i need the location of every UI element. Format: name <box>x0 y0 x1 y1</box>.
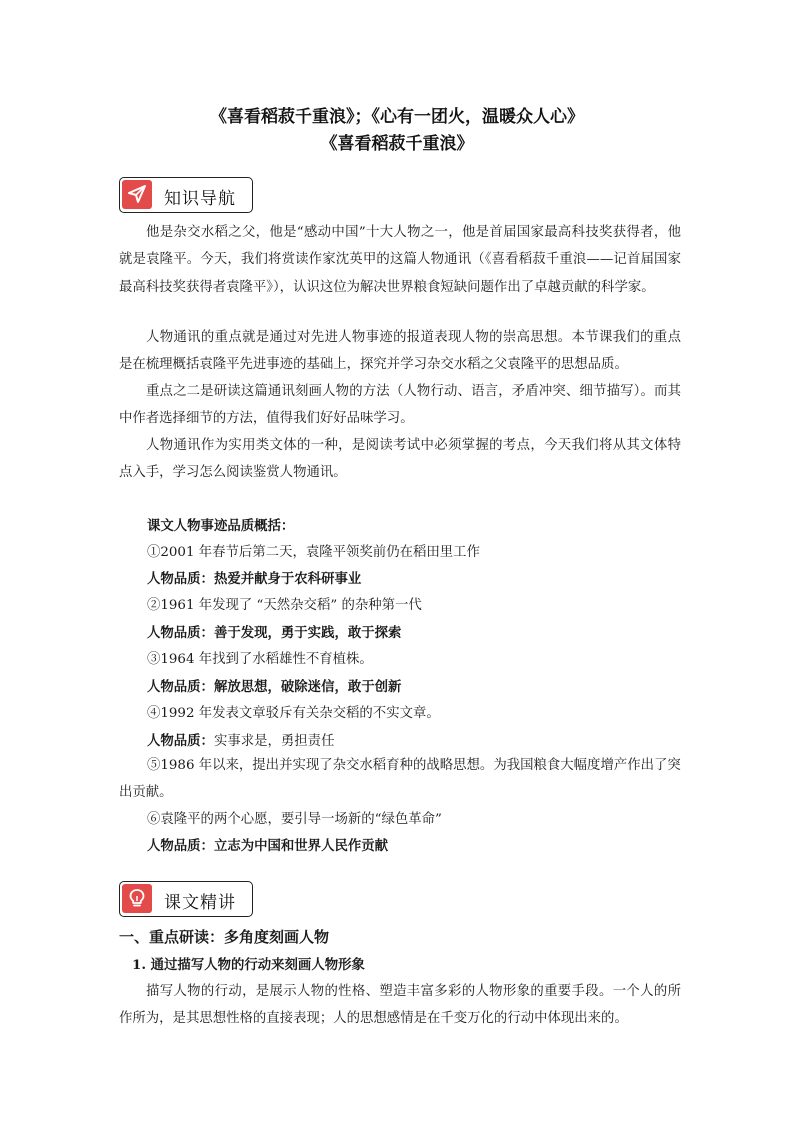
event-item: ⑥袁隆平的两个心愿，要引导一场新的“绿色革命” <box>147 812 442 827</box>
badge-icon-box <box>122 180 152 209</box>
quality-label: 人物品质： <box>147 679 214 695</box>
quality-text: 立志为中国和世界人民作贡献 <box>213 838 389 854</box>
quality-item <box>147 569 687 589</box>
quality-item <box>147 731 687 752</box>
event-item: ③1964 年找到了水稻雄性不育植株。 <box>147 652 373 667</box>
title-line-1: 《喜看稻菽千重浪》；《心有一团火，温暖众人心》 <box>210 107 584 127</box>
quality-item <box>147 677 687 697</box>
intro-paragraph-1: 他是杂交水稻之父，他是“感动中国”十大人物之一，他是首届国家最高科技奖获得者，他就是袁隆平。今天，我们将赏读作家沈英甲的这篇人物通讯（《喜看稻菽千重浪——记首届国家最高科技奖获得者袁隆平》），认识这位为解决世界粮食短缺问题作出了卓越贡献的科学家。 <box>119 225 681 295</box>
section-heading: 一、重点研读：多角度刻画人物 <box>119 928 330 946</box>
quality-label: 人物品质： <box>147 571 214 587</box>
summary-heading: 课文人物事迹品质概括： <box>147 518 295 534</box>
quality-item <box>147 623 687 643</box>
quality-label: 人物品质： <box>147 625 214 641</box>
body-paragraph: 描写人物的行动，是展示人物的性格、塑造丰富多彩的人物形象的重要手段。一个人的所作所为，是其思想性格的直接表现；人的思想感情是在千变万化的行动中体现出来的。 <box>119 984 681 1027</box>
paper-plane-icon <box>126 183 148 205</box>
section-badge-knowledge-nav <box>119 177 253 213</box>
badge-label: 知识导航 <box>164 189 236 209</box>
event-item: ④1992 年发表文章驳斥有关杂交稻的不实文章。 <box>147 706 440 721</box>
intro-paragraph-4: 人物通讯作为实用类文体的一种，是阅读考试中必须掌握的考点，今天我们将从其文体特点入手，学习怎么阅读鉴赏人物通讯。 <box>119 438 681 481</box>
quality-item <box>147 836 687 856</box>
badge-label: 课文精讲 <box>164 893 236 913</box>
quality-text: 实事求是，勇担责任 <box>213 734 335 749</box>
quality-text: 解放思想，破除迷信，敢于创新 <box>213 679 402 695</box>
quality-label: 人物品质： <box>147 733 214 749</box>
section-subheading: 1. 通过描写人物的行动来刻画人物形象 <box>132 957 365 973</box>
quality-text: 善于发现，勇于实践，敢于探索 <box>213 625 402 641</box>
section-badge-text-explanation <box>119 881 253 917</box>
quality-text: 热爱并献身于农科研事业 <box>213 571 362 587</box>
event-item: ②1961 年发现了 “天然杂交稻” 的杂种第一代 <box>147 598 422 613</box>
intro-paragraph-2: 人物通讯的重点就是通过对先进人物事迹的报道表现人物的崇高思想。本节课我们的重点是在梳理概括袁隆平先进事迹的基础上，探究并学习杂交水稻之父袁隆平的思想品质。 <box>119 330 681 373</box>
event-item: ⑤1986 年以来，提出并实现了杂交水稻育种的战略思想。为我国粮食大幅度增产作出了突出贡献。 <box>119 758 681 800</box>
quality-label: 人物品质： <box>147 838 214 854</box>
badge-icon-box <box>122 884 152 913</box>
intro-paragraph-3: 重点之二是研读这篇通讯刻画人物的方法（人物行动、语言，矛盾冲突、细节描写）。而其中作者选择细节的方法，值得我们好好品味学习。 <box>119 384 681 427</box>
title-line-2: 《喜看稻菽千重浪》 <box>320 134 474 154</box>
event-item: ①2001 年春节后第二天，袁隆平领奖前仍在稻田里工作 <box>147 545 480 560</box>
lightbulb-icon <box>126 887 148 909</box>
